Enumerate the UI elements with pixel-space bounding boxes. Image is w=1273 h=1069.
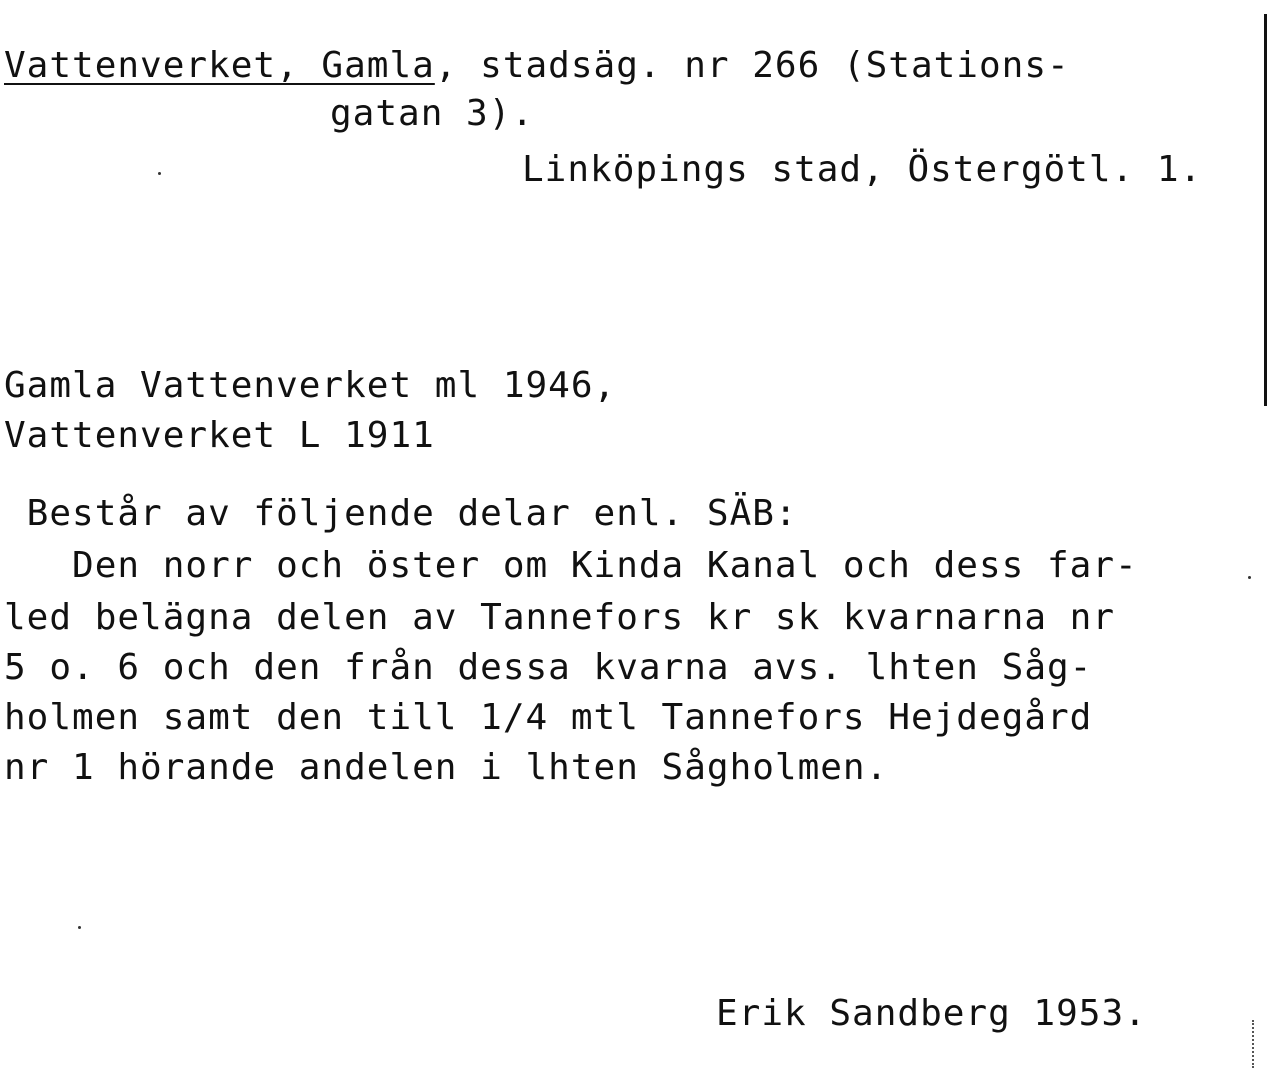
body-line-5: holmen samt den till 1/4 mtl Tannefors Hejdegård	[4, 697, 1093, 738]
card-edge-dashes	[1252, 1020, 1256, 1068]
scan-speck	[158, 172, 161, 175]
card-title-rest: , stadsäg. nr 266 (Stations-	[434, 45, 1070, 86]
signature: Erik Sandberg 1953.	[716, 993, 1147, 1034]
card-title: Vattenverket, Gamla	[4, 45, 435, 86]
body-line-4: 5 o. 6 och den från dessa kvarna avs. lhten Såg-	[4, 647, 1093, 688]
body-line-1: Består av följende delar enl. SÄB:	[4, 493, 798, 534]
card-edge-rule	[1264, 14, 1267, 406]
card-heading-line-2: gatan 3).	[330, 93, 535, 134]
body-line-2: Den norr och öster om Kinda Kanal och dess far-	[4, 545, 1138, 586]
location-line: Linköpings stad, Östergötl. 1.	[522, 149, 1203, 190]
card-heading-line-1	[4, 44, 1070, 88]
scan-speck	[78, 926, 81, 929]
body-line-3: led belägna delen av Tannefors kr sk kvarnarna nr	[4, 597, 1116, 638]
alt-name-2: Vattenverket L 1911	[4, 415, 435, 456]
scan-speck	[1248, 576, 1251, 579]
alt-name-1: Gamla Vattenverket ml 1946,	[4, 365, 617, 406]
body-line-6: nr 1 hörande andelen i lhten Sågholmen.	[4, 747, 889, 788]
